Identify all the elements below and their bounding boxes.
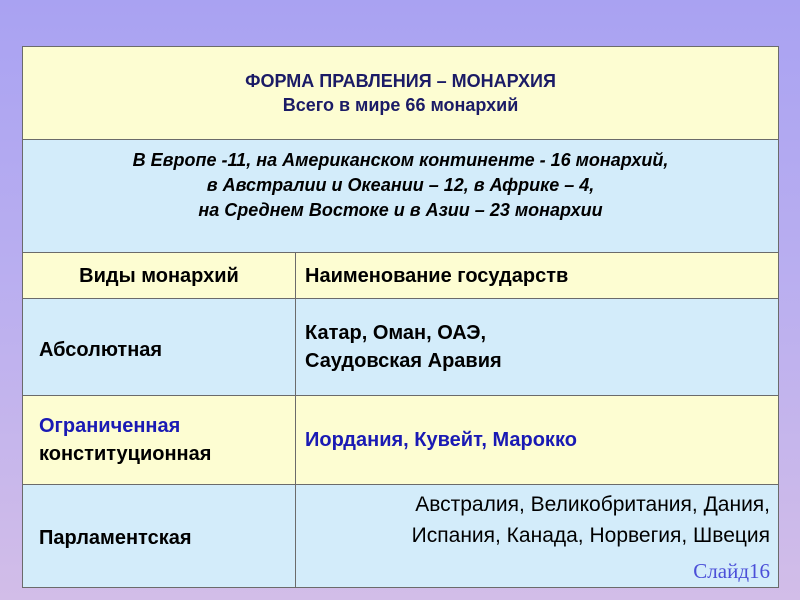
- distribution-line-2: в Австралии и Океании – 12, в Африке – 4,: [206, 175, 595, 195]
- title-cell: [23, 47, 779, 140]
- states-parliamentary: [296, 485, 778, 551]
- header-row: [23, 253, 779, 299]
- type-cell-parliamentary: [23, 485, 296, 588]
- title-block: [23, 69, 778, 117]
- type-line: конституционная: [39, 443, 212, 465]
- states-absolute: [305, 319, 778, 375]
- title-row: [23, 47, 779, 140]
- header-states: Наименование государств: [305, 264, 569, 287]
- states-line: Катар, Оман, ОАЭ,: [305, 322, 487, 344]
- title-heading: ФОРМА ПРАВЛЕНИЯ – МОНАРХИЯ: [245, 71, 556, 91]
- title-total: Всего в мире 66 монархий: [282, 95, 519, 115]
- distribution-block: [23, 140, 778, 223]
- header-types-cell: [23, 253, 296, 299]
- states-cell-absolute: [296, 299, 779, 396]
- header-types: Виды монархий: [79, 264, 239, 287]
- table-row: [23, 299, 779, 396]
- type-cell-constitutional: [23, 396, 296, 485]
- slide-number: Слайд16: [693, 559, 771, 583]
- type-line: Ограниченная: [39, 415, 181, 437]
- states-cell-constitutional: [296, 396, 779, 485]
- states-line: Испания, Канада, Норвегия, Швеция: [411, 524, 771, 547]
- table-row: [23, 485, 779, 588]
- type-constitutional: [39, 412, 295, 468]
- distribution-line-1: В Европе -11, на Американском континенте - 16 монархий,: [132, 150, 669, 170]
- header-states-cell: [296, 253, 779, 299]
- states-line: Австралия, Великобритания, Дания,: [415, 493, 771, 516]
- states-cell-parliamentary: [296, 485, 779, 588]
- type-cell-absolute: [23, 299, 296, 396]
- monarchy-table: [22, 46, 779, 588]
- states-line: Саудовская Аравия: [305, 350, 502, 372]
- table-row: [23, 396, 779, 485]
- distribution-cell: [23, 140, 779, 253]
- type-parliamentary: Парламентская: [39, 527, 192, 549]
- distribution-row: [23, 140, 779, 253]
- states-constitutional: Иордания, Кувейт, Марокко: [305, 429, 577, 451]
- type-absolute: Абсолютная: [39, 339, 163, 361]
- distribution-line-3: на Среднем Востоке и в Азии – 23 монархии: [198, 200, 603, 220]
